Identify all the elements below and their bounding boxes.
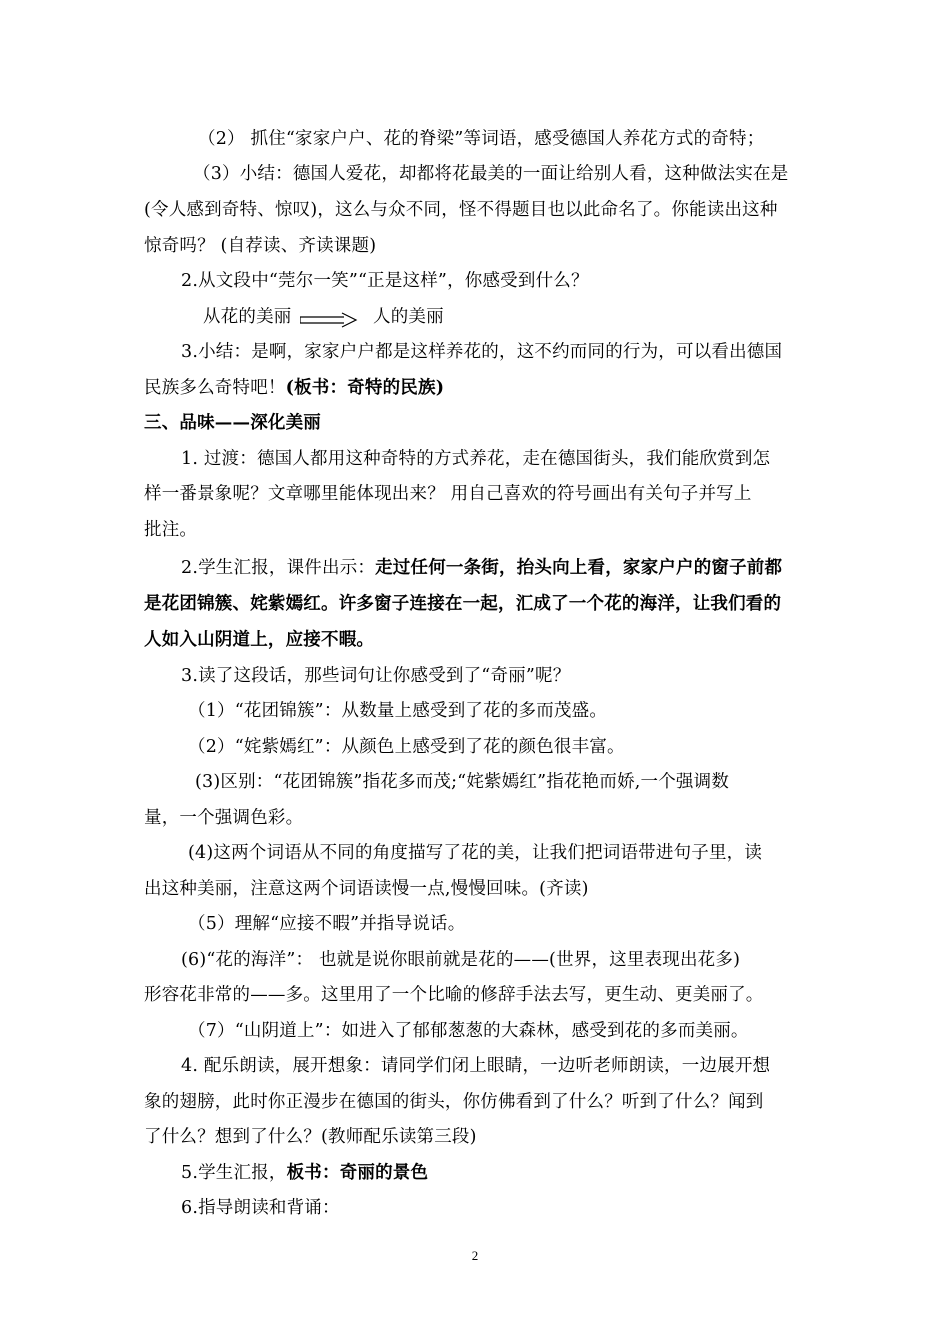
text-line: 出这种美丽，注意这两个词语读慢一点,慢慢回味。(齐读): [144, 879, 589, 899]
text-line: [144, 376, 814, 400]
text-span: 民族多么奇特吧！: [144, 378, 286, 398]
text-line: 人的美丽: [373, 307, 444, 327]
text-line: （7）“山阴道上”：如进入了郁郁葱葱的大森林，感受到花的多而美丽。: [188, 1021, 749, 1041]
text-line: [181, 1161, 851, 1185]
board-note: 板书：奇丽的景色: [286, 1163, 429, 1183]
text-line: （3）小结：德国人爱花，却都将花最美的一面让给别人看，这种做法实在是: [193, 164, 789, 184]
text-span: 5.学生汇报，: [181, 1163, 287, 1183]
text-line: （1）“花团锦簇”：从数量上感受到了花的多而茂盛。: [188, 701, 608, 721]
text-line: (3)区别：“花团锦簇”指花多而茂;“姹紫嫣红”指花艳而娇,一个强调数: [195, 772, 730, 792]
board-note: (板书：奇特的民族): [285, 378, 445, 398]
text-line: 形容花非常的——多。这里用了一个比喻的修辞手法去写，更生动、更美丽了。: [144, 985, 764, 1005]
text-line: 3.小结：是啊，家家户户都是这样养花的，这不约而同的行为，可以看出德国: [181, 342, 783, 362]
section-heading: 三、品味——深化美丽: [144, 413, 321, 433]
text-line: （5）理解“应接不暇”并指导说话。: [188, 914, 466, 934]
text-line: 了什么？想到了什么？(教师配乐读第三段): [144, 1127, 477, 1147]
text-line: 样一番景象呢？文章哪里能体现出来？ 用自己喜欢的符号画出有关句子并写上: [144, 484, 752, 504]
text-line: 象的翅膀，此时你正漫步在德国的街头，你仿佛看到了什么？听到了什么？闻到: [144, 1092, 764, 1112]
double-line-right-arrow-icon: [300, 311, 358, 329]
page-number: 2: [471, 1248, 479, 1263]
text-line: [181, 556, 851, 580]
text-line: 惊奇吗？ (自荐读、齐读课题): [144, 236, 377, 256]
text-line: 从花的美丽: [203, 307, 292, 327]
text-line: 6.指导朗读和背诵：: [181, 1198, 340, 1218]
quoted-passage: 是花团锦簇、姹紫嫣红。许多窗子连接在一起，汇成了一个花的海洋，让我们看的: [144, 594, 782, 614]
text-line: 4. 配乐朗读，展开想象：请同学们闭上眼睛，一边听老师朗读，一边展开想: [181, 1056, 771, 1076]
text-span: 2.学生汇报，课件出示：: [181, 558, 376, 578]
text-line: 批注。: [144, 520, 198, 540]
text-line: 量，一个强调色彩。: [144, 808, 304, 828]
text-line: 3.读了这段话，那些词句让你感受到了“奇丽”呢？: [181, 666, 571, 686]
text-line: （2）“姹紫嫣红”：从颜色上感受到了花的颜色很丰富。: [188, 737, 625, 757]
text-line: (6)“花的海洋”： 也就是说你眼前就是花的——(世界，这里表现出花多): [181, 950, 741, 970]
text-line: (4)这两个词语从不同的角度描写了花的美，让我们把词语带进句子里，读: [188, 843, 763, 863]
text-line: 1. 过渡：德国人都用这种奇特的方式养花，走在德国街头，我们能欣赏到怎: [181, 449, 771, 469]
text-line: 2.从文段中“莞尔一笑”“正是这样”，你感受到什么？: [181, 271, 589, 291]
text-line: （2） 抓住“家家户户、花的脊梁”等词语，感受德国人养花方式的奇特；: [198, 129, 765, 149]
text-line: (令人感到奇特、惊叹)，这么与众不同，怪不得题目也以此命名了。你能读出这种: [144, 200, 778, 220]
quoted-passage: 走过任何一条街，抬头向上看，家家户户的窗子前都: [375, 558, 783, 578]
quoted-passage: 人如入山阴道上，应接不暇。: [144, 630, 375, 650]
